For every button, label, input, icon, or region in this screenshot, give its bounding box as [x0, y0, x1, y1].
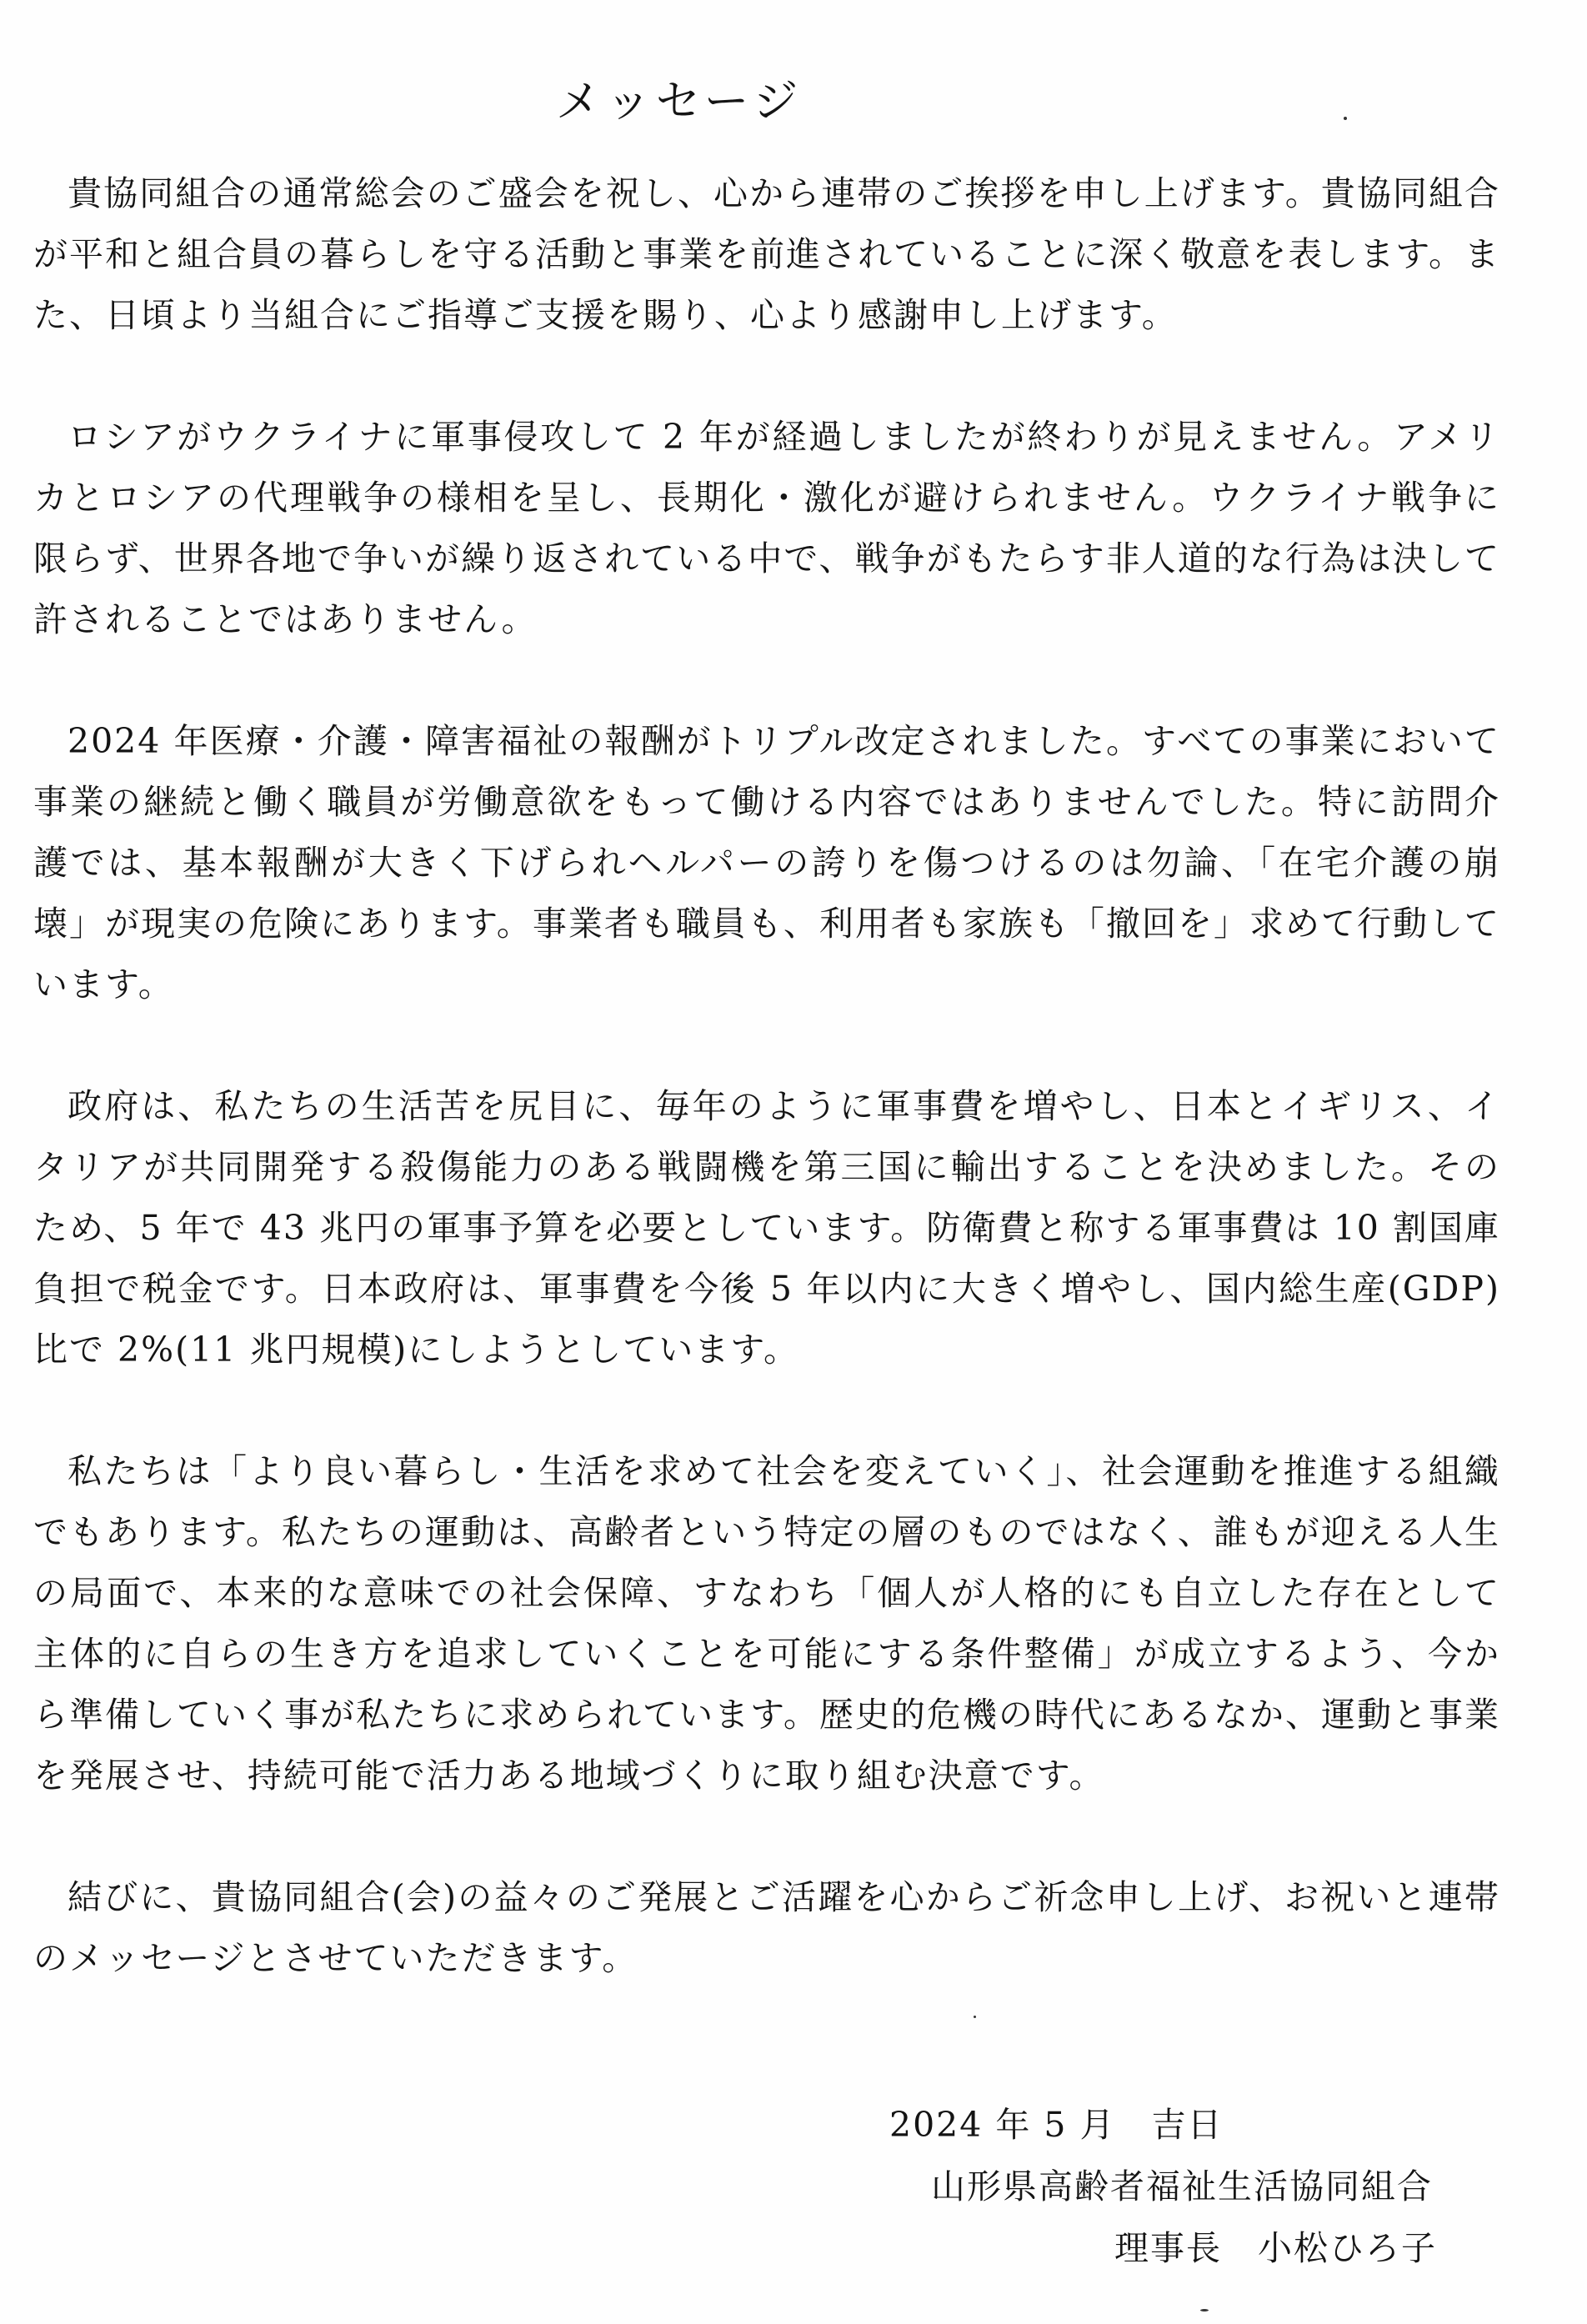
letter-closing [889, 2094, 1437, 2279]
letter-body [33, 163, 1500, 1989]
scan-speck [1200, 2309, 1209, 2311]
closing-organization: 山形県高齢者福祉生活協同組合 [931, 2166, 1433, 2206]
page-title: メッセージ [555, 75, 804, 128]
paragraph-care-fees: 2024 年医療・介護・障害福祉の報酬がトリプル改定されました。すべての事業において事業の継続と働く職員が労働意欲をもって働ける内容ではありませんでした。特に訪問介護では、基本報酬が大きく下げられヘルパーの誇りを傷つけるのは勿論、「在宅介護の崩壊」が現実の危険にあります。事業者も職員も、利用者も家族も「撤回を」求めて行動しています。 [33, 721, 1500, 1004]
paragraph-conclusion: 結びに、貴協同組合(会)の益々のご発展とご活躍を心からご祈念申し上げ、お祝いと連帯のメッセージとさせていただきます。 [33, 1877, 1500, 1978]
paragraph-military-budget: 政府は、私たちの生活苦を尻目に、毎年のように軍事費を増やし、日本とイギリス、イタリアが共同開発する殺傷能力のある戦闘機を第三国に輸出することを決めました。そのため、5 年で 43 兆円の軍事予算を必要としています。防衛費と称する軍事費は 10 割国庫負担で税金です。日本政府は、軍事費を今後 5 年以内に大きく増やし、国内総生産(GDP)比で 2%(11 兆円規模)にしようとしています。 [33, 1086, 1500, 1370]
paragraph-social-movement: 私たちは「より良い暮らし・生活を求めて社会を変えていく」、社会運動を推進する組織でもあります。私たちの運動は、高齢者という特定の層のものではなく、誰もが迎える人生の局面で、本来的な意味での社会保障、すなわち「個人が人格的にも自立した存在として主体的に自らの生き方を追求していくことを可能にする条件整備」が成立するよう、今から準備していく事が私たちに求められています。歴史的危機の時代にあるなか、運動と事業を発展させ、持続可能で活力ある地域づくりに取り組む決意です。 [33, 1451, 1500, 1796]
scan-speck [974, 2016, 976, 2018]
paragraph-greeting: 貴協同組合の通常総会のご盛会を祝し、心から連帯のご挨拶を申し上げます。貴協同組合が平和と組合員の暮らしを守る活動と事業を前進されていることに深く敬意を表します。また、日頃より当組合にご指導ご支援を賜り、心より感謝申し上げます。 [33, 173, 1500, 335]
scan-speck [1344, 117, 1347, 120]
paragraph-ukraine: ロシアがウクライナに軍事侵攻して 2 年が経過しましたが終わりが見えません。アメリカとロシアの代理戦争の様相を呈し、長期化・激化が避けられません。ウクライナ戦争に限らず、世界各地で争いが繰り返されている中で、戦争がもたらす非人道的な行為は決して許されることではありません。 [33, 417, 1500, 639]
closing-signer: 理事長 小松ひろ子 [1114, 2228, 1437, 2268]
closing-date: 2024 年 5 月 吉日 [889, 2105, 1224, 2145]
